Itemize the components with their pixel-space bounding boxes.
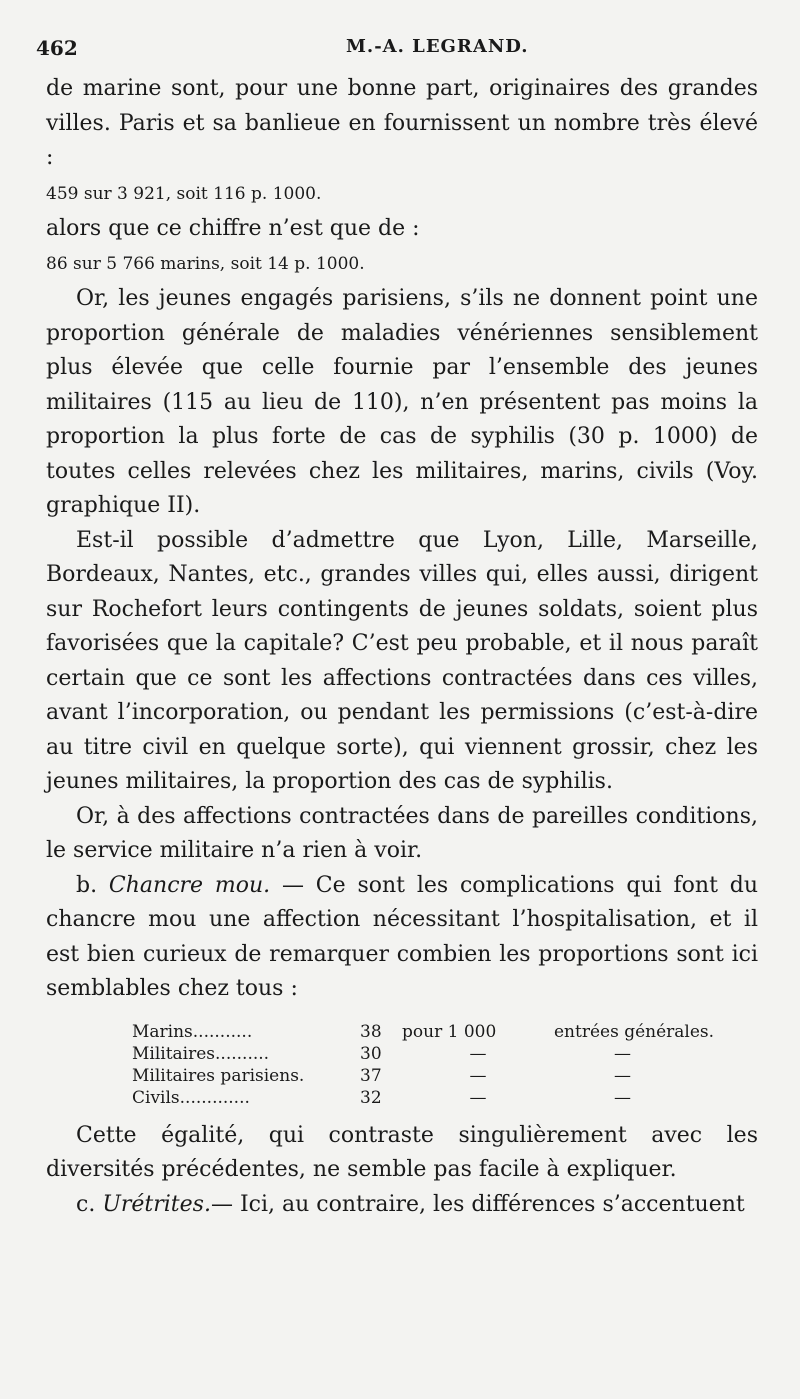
row-unit: —	[469, 1043, 487, 1064]
row-label: Militaires..........	[132, 1043, 270, 1064]
row-value: 32	[360, 1087, 382, 1108]
row-value: 30	[360, 1043, 382, 1064]
row-label: Militaires parisiens.	[132, 1065, 305, 1086]
row-desc: entrées générales.	[554, 1021, 715, 1042]
section-title-uretrites: Urétrites.	[102, 1191, 211, 1217]
row-value: 37	[360, 1065, 382, 1086]
row-desc: —	[614, 1043, 631, 1064]
page-header	[36, 36, 760, 64]
section-label-b: b.	[76, 872, 98, 898]
paragraph-3: Or, les jeunes engagés parisiens, s’ils ne donnent point une proportion générale de maladies vénériennes sensiblement plus élevée que celle fournie par l’ensemble des jeunes militaires (115 au lieu de 110), n’en présentent pas moins la proportion la plus forte de cas de syphilis (30 p. 1000) de toutes celles relevées chez les militaires, marins, civils (Voy. graphique II).	[46, 286, 758, 518]
table-row	[132, 1087, 714, 1109]
table-row	[132, 1021, 714, 1043]
row-label: Marins...........	[132, 1021, 253, 1042]
row-label: Civils.............	[132, 1087, 250, 1108]
table-row	[132, 1043, 714, 1065]
paragraph-2: alors que ce chiffre n’est que de :	[46, 215, 420, 241]
paragraph-5: Or, à des affections contractées dans de pareilles conditions, le service militaire n’a rien à voir.	[46, 803, 758, 863]
page-body	[46, 72, 758, 1222]
section-label-c: c.	[76, 1191, 96, 1217]
paragraph-uretrites	[46, 1188, 758, 1223]
paragraph-4: Est-il possible d’admettre que Lyon, Lille, Marseille, Bordeaux, Nantes, etc., grandes villes qui, elles aussi, dirigent sur Rochefort leurs contingents de jeunes soldats, soient plus favorisées que la capitale? C’est peu probable, et il nous paraît certain que ce sont les affections contractées dans ces villes, avant l’incorporation, ou pendant les permissions (c’est-à-dire au titre civil en quelque sorte), qui viennent grossir, chez les jeunes militaires, la proportion des cas de syphilis.	[46, 527, 758, 794]
table-row	[132, 1065, 714, 1087]
row-unit: pour 1 000	[402, 1021, 497, 1042]
paragraph-chancre-mou	[46, 869, 758, 1007]
row-desc: —	[614, 1065, 631, 1086]
row-unit: —	[469, 1087, 487, 1108]
chancre-table	[132, 1021, 714, 1109]
row-desc: —	[614, 1087, 631, 1108]
statistic-line-1: 459 sur 3 921, soit 116 p. 1000.	[46, 183, 322, 204]
paragraph-1: de marine sont, pour une bonne part, originaires des grandes villes. Paris et sa banlieue en fournissent un nombre très élevé :	[46, 76, 758, 170]
statistic-line-2: 86 sur 5 766 marins, soit 14 p. 1000.	[46, 254, 365, 274]
paragraph-7: Cette égalité, qui contraste singulièrement avec les diversités précédentes, ne semble pas facile à expliquer.	[46, 1122, 758, 1182]
section-title-chancre-mou: Chancre mou.	[108, 872, 271, 898]
page-number: 462	[36, 36, 78, 60]
section-text-chancre-mou: — Ce sont les complications qui font du chancre mou une affection nécessitant l’hospitalisation, et il est bien curieux de remarquer combien les proportions sont ici semblables chez tous :	[46, 872, 758, 1001]
row-unit: —	[469, 1065, 487, 1086]
running-head: M.-A. LEGRAND.	[346, 36, 529, 57]
section-text-uretrites: — Ici, au contraire, les différences s’accentuent	[210, 1191, 745, 1217]
row-value: 38	[360, 1021, 382, 1042]
